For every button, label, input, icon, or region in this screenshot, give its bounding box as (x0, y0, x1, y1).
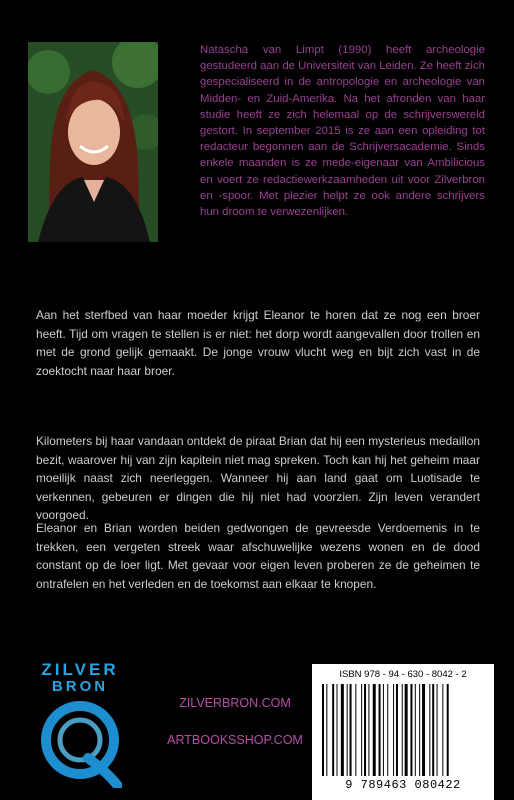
publisher-logo (30, 660, 130, 790)
blurb-paragraph: Kilometers bij haar vandaan ontdekt de piraat Brian dat hij een mysterieus medaillon bezit, waarover hij van zijn kapitein niet mag spreken. Toch kan hij het geheim maar moeilijk naast zich neerleggen. Wanneer hij aan land gaat om Luotisade te verkennen, gebeuren er dingen die hij niet had voorzien. Zijn leven verandert voorgoed. (36, 434, 480, 522)
author-photo (28, 42, 158, 242)
blurb-paragraph: Aan het sterfbed van haar moeder krijgt Eleanor te horen dat ze nog een broer heeft. Tijd om vragen te stellen is er niet: het dorp wordt aangevallen door trollen en met de grond gelijk gemaakt. De jonge vrouw vlucht weg en bijt zich vast in de zoektocht naar haar broer. (36, 308, 480, 378)
blurb-paragraph: Eleanor en Brian worden beiden gedwongen de gevreesde Verdoemenis in te trekken, een vergeten streek waar afschuwelijke wezens wonen en de dood constant op de loer ligt. Met gevaar voor eigen leven proberen ze de geheimen te ontrafelen en het verleden en de toekomst aan elkaar te knopen. (36, 521, 480, 591)
logo-wordmark-bottom: BRON (51, 678, 109, 695)
barcode-bars (322, 684, 484, 776)
barcode-digits: 9 789463 080422 (345, 778, 461, 792)
author-bio: Natascha van Limpt (1990) heeft archeologie gestudeerd aan de Universiteit van Leiden. Ze heeft zich gespecialiseerd in de antropologie en archeologie van Midden- en Zuid-Amerika. Na het afronden van haar studie heeft ze zich helemaal op de schrijverswereld gestort. In september 2015 is ze aan een opleiding tot redacteur begonnen aan de Schrijversacademie. Sinds enkele maanden is ze mede-eigenaar van Ambilicious en voert ze redactiewerkzaamheden uit voor Zilverbron en -spoor. Met plezier helpt ze ook andere schrijvers hun droom te verwezenlijken. (200, 44, 485, 219)
logo-swirl-icon (38, 698, 122, 788)
isbn-label: ISBN 978 - 94 - 630 - 8042 - 2 (339, 669, 467, 680)
shop-url[interactable]: ARTBOOKSSHOP.COM (167, 733, 303, 747)
isbn-barcode (312, 664, 494, 800)
logo-wordmark-top: ZILVER (41, 660, 119, 679)
publisher-url[interactable]: ZILVERBRON.COM (179, 696, 291, 710)
